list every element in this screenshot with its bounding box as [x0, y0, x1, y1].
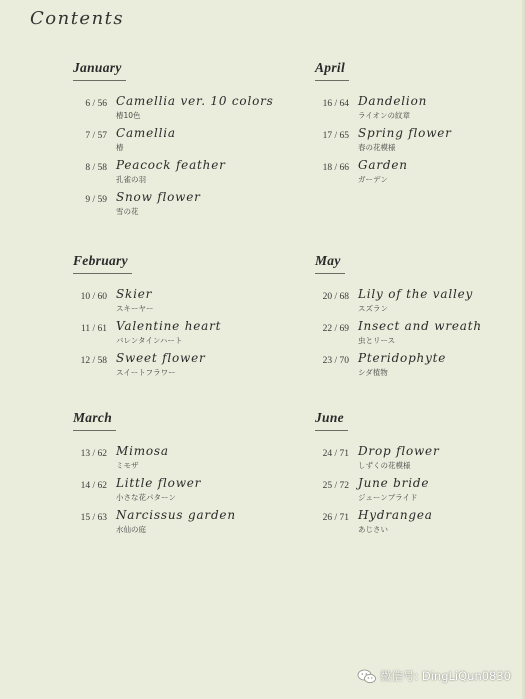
- pattern-name: Camellia ver. 10 colors: [116, 94, 274, 108]
- page-numbers: 25 / 72: [322, 481, 349, 491]
- pattern-subtitle: ジューンブライド: [358, 493, 418, 502]
- page-numbers: 16 / 64: [322, 99, 349, 109]
- pattern-name: Hydrangea: [358, 508, 433, 522]
- pattern-name: Pteridophyte: [358, 351, 447, 365]
- page-numbers: 6 / 56: [85, 99, 107, 109]
- pattern-subtitle: シダ植物: [358, 368, 388, 377]
- pattern-subtitle: しずくの花模様: [358, 461, 411, 470]
- pattern-subtitle: 椿10色: [116, 111, 141, 120]
- pattern-name: Mimosa: [116, 444, 169, 458]
- pattern-subtitle: あじさい: [358, 525, 388, 534]
- list-item[interactable]: [73, 190, 263, 227]
- pattern-subtitle: バレンタインハート: [116, 336, 183, 345]
- pattern-name: Sweet flower: [116, 351, 206, 365]
- month-title: April: [315, 60, 349, 81]
- watermark: [357, 668, 511, 684]
- page-numbers: 12 / 58: [80, 356, 107, 366]
- list-item[interactable]: [315, 158, 505, 195]
- pattern-subtitle: スズラン: [358, 304, 388, 313]
- pattern-subtitle: スイートフラワー: [116, 368, 176, 377]
- page-title: Contents: [30, 8, 125, 29]
- pattern-subtitle: ガーデン: [358, 175, 388, 184]
- pattern-name: Spring flower: [358, 126, 452, 140]
- page-numbers: 20 / 68: [322, 292, 349, 302]
- pattern-subtitle: 椿: [116, 143, 124, 152]
- page-numbers: 17 / 65: [322, 131, 349, 141]
- pattern-name: June bride: [358, 476, 430, 490]
- pattern-name: Peacock feather: [116, 158, 226, 172]
- pattern-subtitle: 孔雀の羽: [116, 175, 146, 184]
- pattern-subtitle: スキーヤー: [116, 304, 154, 313]
- pattern-subtitle: 小さな花パターン: [116, 493, 176, 502]
- pattern-name: Camellia: [116, 126, 176, 140]
- pattern-subtitle: ライオンの紋章: [358, 111, 411, 120]
- month-title: January: [73, 60, 126, 81]
- pattern-name: Insect and wreath: [358, 319, 482, 333]
- list-item[interactable]: [315, 351, 505, 388]
- pattern-name: Lily of the valley: [358, 287, 474, 301]
- month-section-may: [315, 250, 505, 388]
- list-item[interactable]: [315, 508, 505, 545]
- pattern-subtitle: ミモザ: [116, 461, 139, 470]
- month-title: February: [73, 253, 132, 274]
- page-numbers: 11 / 61: [80, 324, 107, 334]
- pattern-subtitle: 虫とリース: [358, 336, 396, 345]
- page-numbers: 9 / 59: [85, 195, 107, 205]
- page-numbers: 24 / 71: [322, 449, 349, 459]
- wechat-icon: [357, 669, 377, 684]
- pattern-name: Narcissus garden: [116, 508, 236, 522]
- pattern-subtitle: 水仙の庭: [116, 525, 146, 534]
- month-title: March: [73, 410, 116, 431]
- page-numbers: 13 / 62: [80, 449, 107, 459]
- pattern-name: Dandelion: [358, 94, 428, 108]
- list-item[interactable]: [73, 351, 263, 388]
- page-numbers: 14 / 62: [80, 481, 107, 491]
- pattern-name: Snow flower: [116, 190, 201, 204]
- month-section-february: [73, 250, 263, 388]
- list-item[interactable]: [73, 508, 263, 545]
- page-numbers: 18 / 66: [322, 163, 349, 173]
- pattern-name: Garden: [358, 158, 408, 172]
- pattern-name: Drop flower: [358, 444, 440, 458]
- page-numbers: 22 / 69: [322, 324, 349, 334]
- pattern-name: Valentine heart: [116, 319, 222, 333]
- month-section-april: [315, 57, 505, 195]
- page-numbers: 26 / 71: [322, 513, 349, 523]
- month-section-january: [73, 57, 274, 227]
- page-numbers: 23 / 70: [322, 356, 349, 366]
- page-numbers: 10 / 60: [80, 292, 107, 302]
- pattern-subtitle: 雪の花: [116, 207, 139, 216]
- month-title: May: [315, 253, 345, 274]
- watermark-text: 微信号: DingLiQun0830: [379, 669, 511, 683]
- pattern-name: Little flower: [116, 476, 202, 490]
- list-item[interactable]: [315, 126, 505, 163]
- month-section-march: [73, 407, 263, 545]
- month-title: June: [315, 410, 348, 431]
- page-numbers: 8 / 58: [85, 163, 107, 173]
- month-section-june: [315, 407, 505, 545]
- pattern-subtitle: 春の花模様: [358, 143, 396, 152]
- page-numbers: 15 / 63: [80, 513, 107, 523]
- pattern-name: Skier: [116, 287, 153, 301]
- page-numbers: 7 / 57: [85, 131, 107, 141]
